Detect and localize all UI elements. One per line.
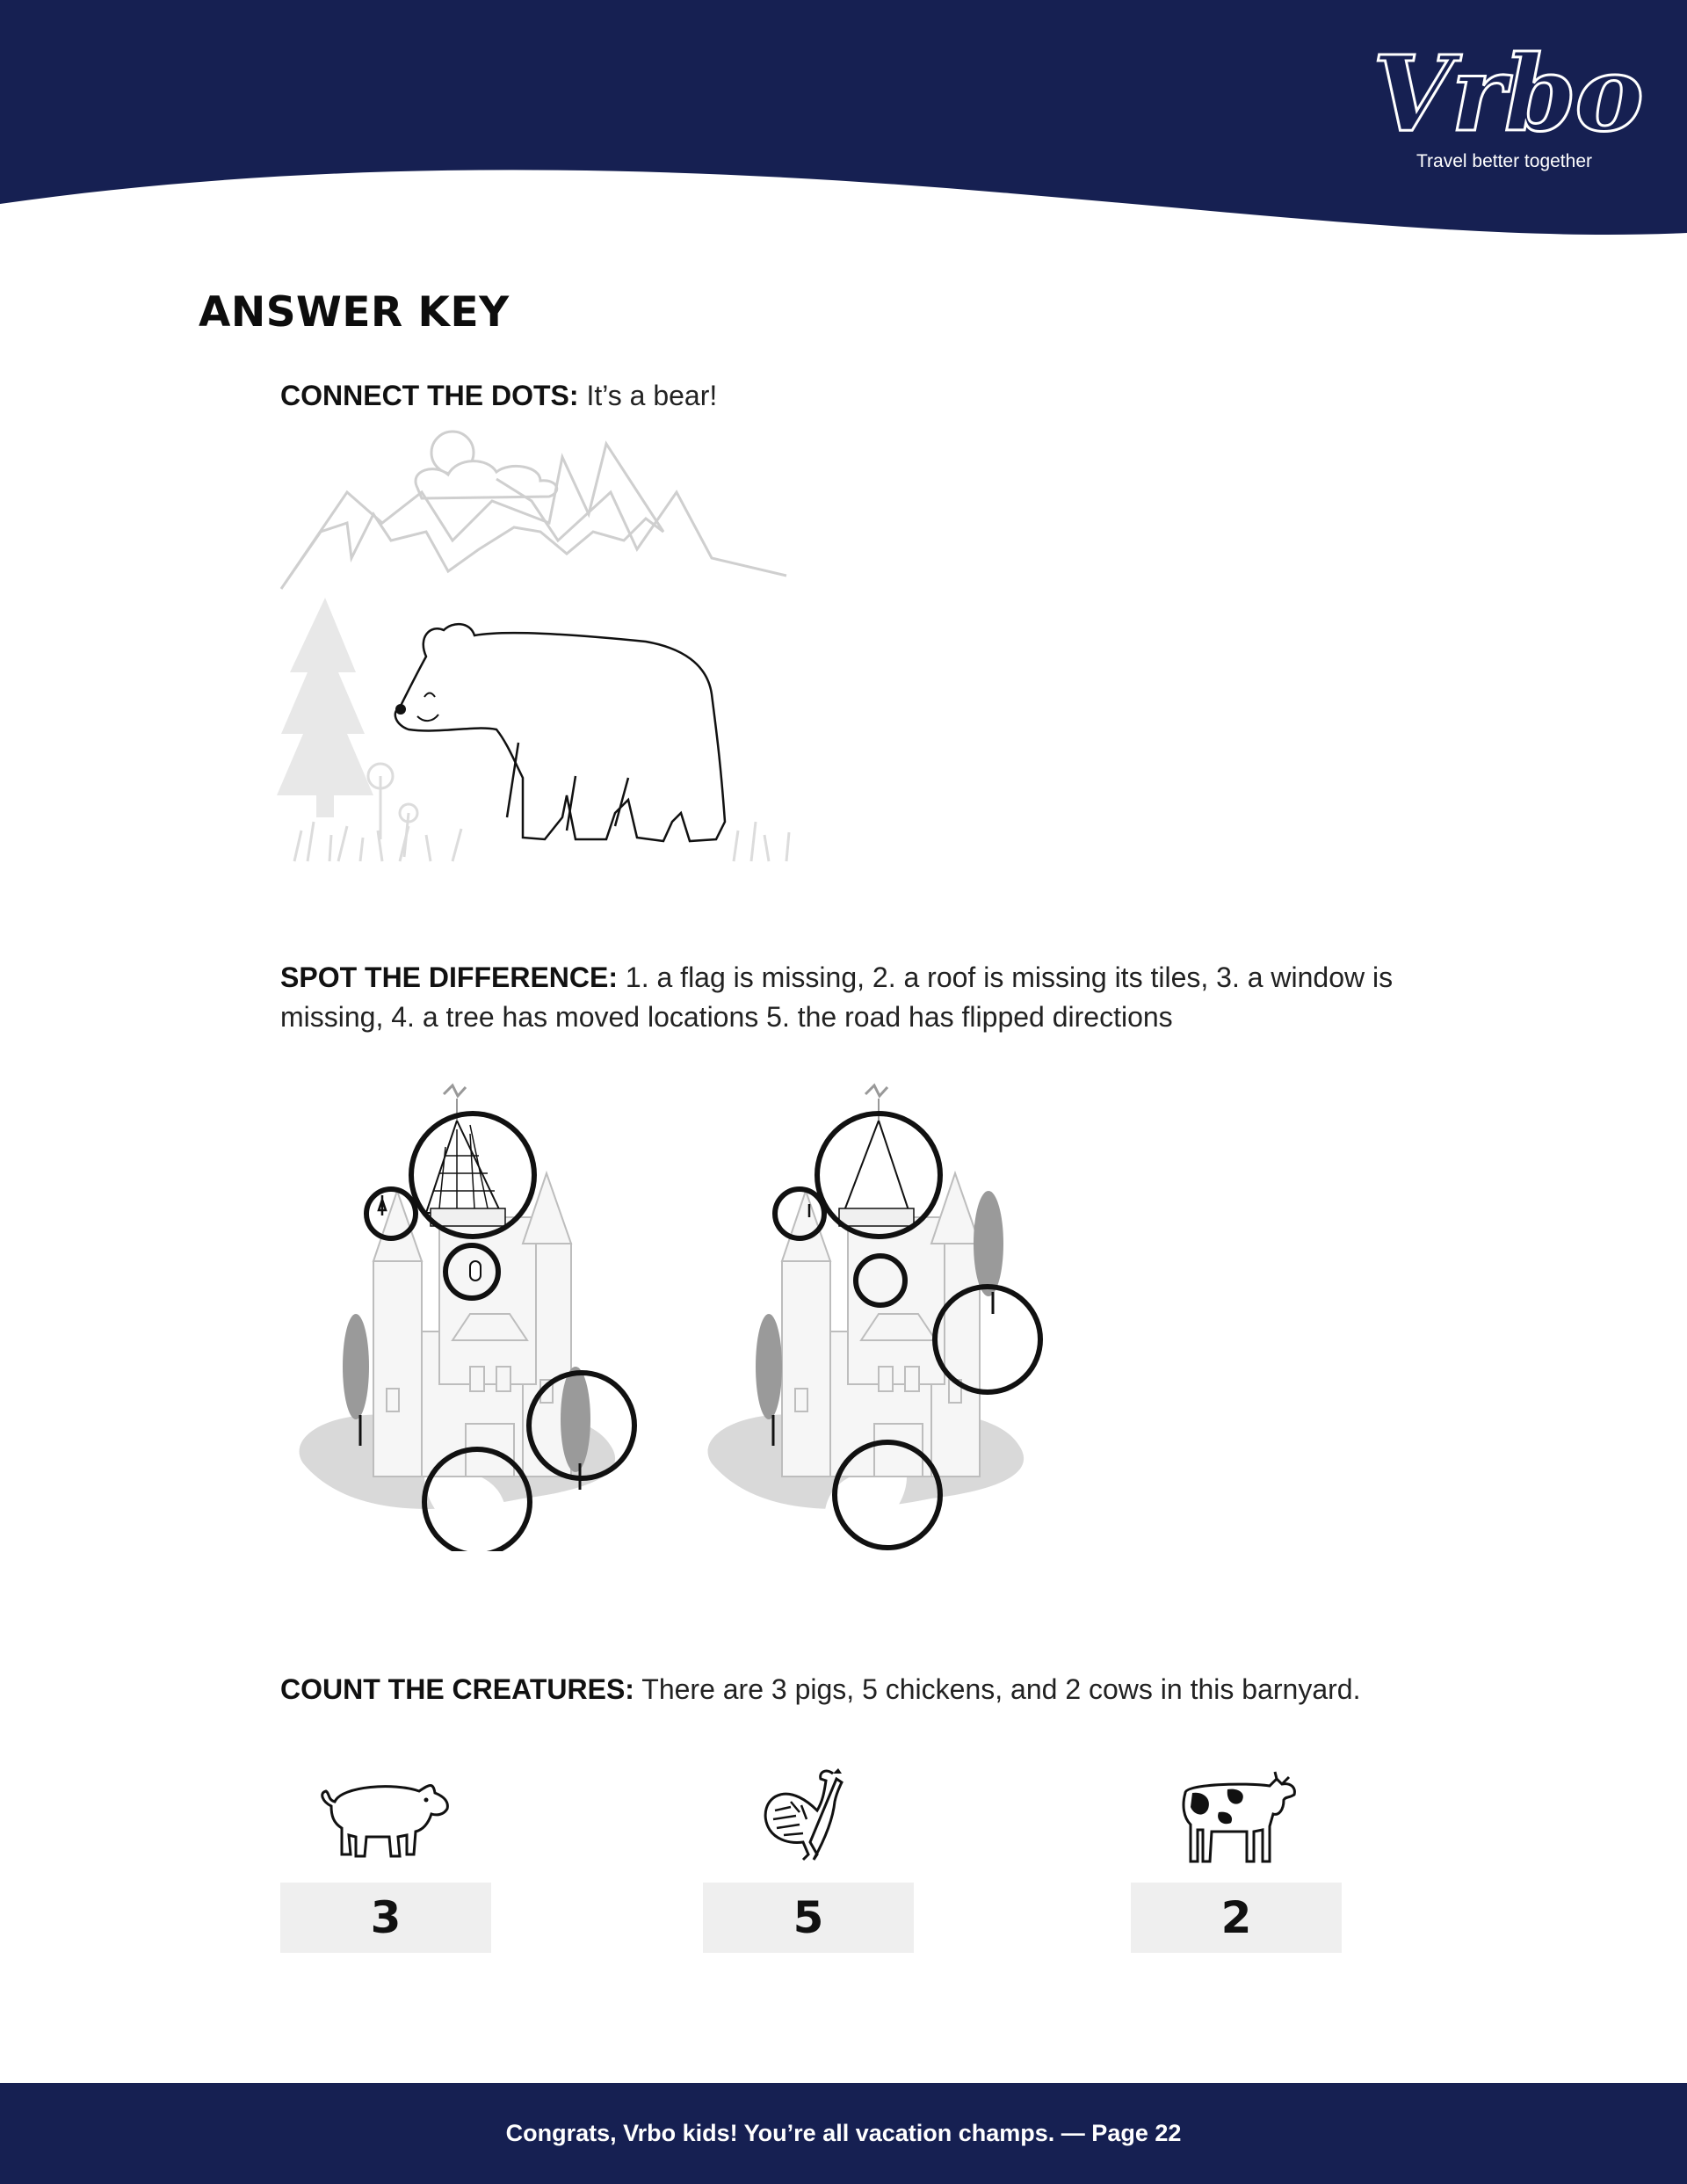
footer-text: Congrats, Vrbo kids! You’re all vacation champs. — Page 22: [505, 2120, 1182, 2146]
pig-count-box: 3: [280, 1883, 491, 1953]
chicken-count-card: [703, 1767, 914, 1943]
cow-count-card: [1131, 1767, 1342, 1943]
cow-count-box: 2: [1131, 1883, 1342, 1953]
brand-block: [1372, 33, 1642, 172]
connect-dots-label: CONNECT THE DOTS:: [280, 380, 579, 411]
count-creatures-text: There are 3 pigs, 5 chickens, and 2 cows in this barnyard.: [634, 1673, 1361, 1705]
castle-original-icon: [294, 1077, 646, 1551]
chicken-icon: [738, 1767, 879, 1868]
chicken-count-box: 5: [703, 1883, 914, 1953]
cow-icon: [1166, 1767, 1307, 1868]
count-creatures-answer: [280, 1670, 1458, 1709]
brand-tagline: Travel better together: [1416, 151, 1592, 171]
spot-difference-label: SPOT THE DIFFERENCE:: [280, 961, 619, 993]
connect-dots-text: It’s a bear!: [578, 380, 718, 411]
creature-count-row: [0, 1767, 1687, 1969]
page-footer: [0, 2083, 1687, 2184]
spot-difference-text: 1. a flag is missing, 2. a roof is missing its tiles, 3. a window is missing, 4. a tree has moved locations 5. the road has flipped directions: [280, 961, 1394, 1033]
pig-icon: [315, 1767, 456, 1868]
connect-dots-answer: [280, 376, 1458, 416]
count-creatures-label: COUNT THE CREATURES:: [280, 1673, 634, 1705]
castle-altered-icon: [703, 1077, 1054, 1551]
bear-dot-to-dot-icon: [277, 426, 795, 870]
page-title: ANSWER KEY: [199, 288, 510, 337]
vrbo-logo: Vrbo: [1372, 33, 1642, 155]
spot-difference-answer: [280, 958, 1458, 1037]
pig-count-card: [280, 1767, 491, 1943]
